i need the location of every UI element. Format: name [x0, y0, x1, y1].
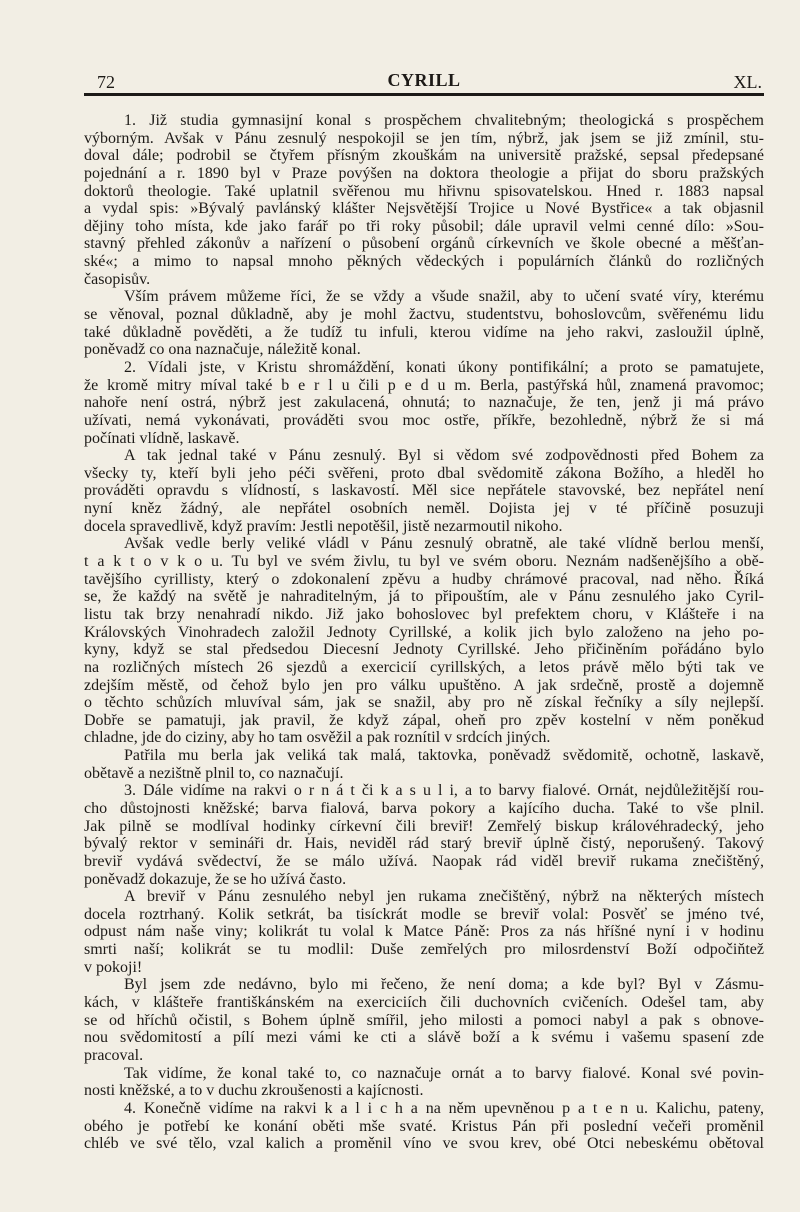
- text-line: 4. Konečně vidíme na rakvi k a l i c h a na něm upevněnou p a t e n u. Kalichu, pateny,: [124, 1099, 764, 1117]
- text-line: t a k t o v k o u. Tu byl ve svém živlu, tu byl ve svém oboru. Neznám nadšenějšího a obě-: [84, 553, 764, 571]
- text-line: obětavě a nezištně plnil to, co naznačují.: [84, 764, 344, 782]
- text-line: nou svědomitostí a pílí mezi vámi ke cti a slávě boží a k svému i vašemu spasení zde: [84, 1029, 764, 1047]
- text-line: na rozličných místech 26 sjezdů a exercicií cyrillských, a letos právě mělo býti tak ve: [84, 658, 764, 676]
- text-line: poněvadž co ona naznačuje, náležitě konal.: [84, 341, 361, 359]
- text-line: Avšak vedle berly veliké vládl v Pánu zesnulý obratně, ale také vlídně berlou menší,: [124, 535, 764, 553]
- page-number: 72: [97, 72, 115, 92]
- paragraph: [84, 888, 764, 976]
- text-line: se, že každý na světě je nahraditelným, já to připouštím, ale v Pánu zesnulého jako Cyril-: [84, 588, 764, 606]
- text-line: A breviř v Pánu zesnulého nebyl jen rukama znečištěný, nýbrž na některých místech: [124, 888, 764, 906]
- text-line: Tak vidíme, že konal také to, co naznačuje ornát a to barvy fialové. Konal své povin-: [124, 1064, 764, 1082]
- text-line: užívati, nemá vykonávati, prováděti svou moc ostře, příkře, bezohledně, nýbrž že si má: [84, 411, 764, 429]
- text-line: Jak pilně se modlíval hodinky církevní čili breviř! Zemřelý biskup královéhradecký, jeho: [84, 817, 764, 835]
- text-line: pracoval.: [84, 1046, 144, 1064]
- text-line: Patřila mu berla jak veliká tak malá, taktovka, poněvadž svědomitě, ochotně, laskavě,: [124, 747, 764, 765]
- paragraph: [84, 976, 764, 1064]
- text-line: se věnoval, poznal důkladně, aby je mohl žactvu, studentstvu, bohoslovcům, svěřenému lidu: [84, 306, 764, 324]
- text-line: odpust nám naše viny; kolikrát tu volal k Matce Páně: Pros za nás hříšné nyní i v hodinu: [84, 923, 764, 941]
- text-line: a vydal spis: »Bývalý pavlánský klášter Nejsvětější Trojice u Nové Bystřice« a tak objasnil: [84, 200, 764, 218]
- text-line: nahoře není ostrá, nýbrž jest zakulacená, ohnutá; to naznačuje, že ten, jenž ji má právo: [84, 394, 764, 412]
- running-header: [84, 68, 764, 94]
- text-line: 2. Vídali jste, v Kristu shromáždění, konati úkony pontifikální; a proto se pamatujete,: [124, 358, 764, 376]
- running-title: CYRILL: [387, 70, 461, 90]
- text-line: doktorů theologie. Také uplatnil svěřenou mu hřivnu spisovatelskou. Hned r. 1883 napsal: [84, 182, 764, 200]
- text-line: Vším právem můžeme říci, že se vždy a všude snažil, aby to učení svaté víry, kterému: [124, 288, 764, 306]
- text-line: A tak jednal také v Pánu zesnulý. Byl si vědom své zodpovědnosti před Bohem za: [124, 447, 764, 465]
- text-line: tavějšího cyrillisty, který o zdokonalení zpěvu a hudby chrámové pracoval, nad něho. Říká: [84, 570, 764, 588]
- text-line: kyny, když se stal předsedou Diecesní Jednoty Cyrillské. Jeho přičiněním pořádáno bylo: [84, 641, 764, 659]
- page-body: [84, 112, 764, 1153]
- text-line: stavný přehled zákonův a nařízení o působení orgánů církevních ve škole obecné a měšťan-: [84, 235, 764, 253]
- text-line: docela roztrhaný. Kolik setkrát, ba tisíckrát modle se breviř volal: Posvěť se jméno tvé,: [84, 905, 764, 923]
- text-line: 1. Již studia gymnasijní konal s prospěchem chvalitebným; theologická s prospěchem: [124, 112, 764, 129]
- text-line: také důkladně pověděti, a že tudíž tu infuli, kterou vidíme na jeho rakvi, zasloužil úplně,: [84, 323, 764, 341]
- paragraph: [84, 747, 764, 782]
- text-line: Královských Vinohradech založil Jednoty Cyrillské, a kolik jich bylo založeno na jeho po-: [84, 623, 764, 641]
- text-line: doval dále; podrobil se čtyřem přísným zkouškám na universitě pražské, sepsal předepsané: [84, 147, 764, 165]
- text-line: cho důstojnosti kněžské; barva fialová, barva pokory a kajícího ducha. Také to vše plnil.: [84, 799, 764, 817]
- text-line: poněvadž dokazuje, že se ho užívá často.: [84, 870, 347, 888]
- paragraph: [84, 535, 764, 747]
- text-line: chladne, jde do ciziny, aby ho tam osvěžil a pak roznítil v srdcích jiných.: [84, 729, 551, 747]
- text-line: časopisův.: [84, 270, 151, 288]
- text-line: docela spravedlivě, když pravím: Jestli nepotěšil, jistě nezarmoutil nikoho.: [84, 517, 563, 535]
- paragraph: [84, 1100, 764, 1153]
- volume-number: XL.: [733, 72, 762, 92]
- paragraph: [84, 359, 764, 447]
- text-line: listu tak brzy nenahradí nikdo. Již jako bohoslovec byl prefektem choru, v Klášteře i na: [84, 605, 764, 623]
- text-line: smrti naší; kolikrát se tu modlil: Duše zemřelých pro milosrdenství Boží odpočiňtež: [84, 941, 764, 959]
- text-line: výborným. Avšak v Pánu zesnulý nespokojil se jen tím, nýbrž, jak jsem se již zmínil, stu-: [84, 129, 764, 147]
- text-line: pojednání a r. 1890 byl v Praze povýšen na doktora theologie a přijat do sboru pražských: [84, 164, 764, 182]
- paragraph: [84, 112, 764, 288]
- text-line: ské«; a mimo to napsal mnoho pěkných vědeckých i populárních článků do rozličných: [84, 253, 764, 271]
- text-line: obého je potřebí ke konání oběti mše svaté. Kristus Pán při poslední večeři proměnil: [84, 1117, 764, 1135]
- text-line: že kromě mitry míval také b e r l u čili p e d u m. Berla, pastýřská hůl, znamená pravomoc;: [84, 376, 764, 394]
- text-line: kách, v klášteře františkánském na exerciciích čili duchovních cvičeních. Odešel tam, aby: [84, 994, 764, 1012]
- text-line: počínati vlídně, laskavě.: [84, 429, 240, 447]
- text-line: všecky ty, kteří byli jeho péči svěřeni, proto dbal svědomitě zákona Božího, a hleděl ho: [84, 464, 764, 482]
- text-line: zdejším městě, od čehož bylo jen pro válku upuštěno. A jak srdečně, prostě a dojemně: [84, 676, 764, 694]
- text-line: Dobře se pamatuji, jak pravil, že když zápal, oheň pro zpěv kostelní v něm poněkud: [84, 711, 764, 729]
- text-line: nosti kněžské, a to v duchu zkroušenosti a kajícnosti.: [84, 1082, 424, 1100]
- paragraph: [84, 288, 764, 359]
- paragraph: [84, 1065, 764, 1100]
- text-line: bývalý rektor v semináři dr. Hais, neviděl rád starý breviř úplně čistý, neporušený. Takový: [84, 835, 764, 853]
- text-line: v pokoji!: [84, 958, 143, 976]
- header-rule: [84, 93, 764, 96]
- paragraph: [84, 782, 764, 888]
- text-line: prováděti opravdu s vlídností, s laskavostí. Měl sice nepřátele stavovské, bez nepřátel není: [84, 482, 764, 500]
- text-line: dějiny toho místa, kde jako farář po tři roky působil; dále upravil velmi cenné dílo: »Sou-: [84, 217, 764, 235]
- text-line: nyní kněz žádný, ale nepřátel osobních neměl. Dojista jej v té příčině posuzuji: [84, 500, 764, 518]
- text-line: breviř vydává svědectví, že se málo užívá. Naopak rád viděl breviř rukama znečištěný,: [84, 852, 764, 870]
- text-line: 3. Dále vidíme na rakvi o r n á t či k a s u l i, a to barvy fialové. Ornát, nejdůležitější rou-: [124, 782, 764, 800]
- text-line: se od hříchů očistil, s Bohem úplně smířil, jeho milosti a pomoci nabyl a pak s obnove-: [84, 1011, 764, 1029]
- text-line: o těchto schůzích mluvíval sám, jak se snažil, aby pro ně získal řečníky a síly nejlepší.: [84, 694, 764, 712]
- paragraph: [84, 447, 764, 535]
- text-line: Byl jsem zde nedávno, bylo mi řečeno, že není doma; a kde byl? Byl v Zásmu-: [124, 976, 764, 994]
- text-line: chléb ve své tělo, vzal kalich a proměnil víno ve svou krev, obé Otci nebeskému obětoval: [84, 1135, 764, 1153]
